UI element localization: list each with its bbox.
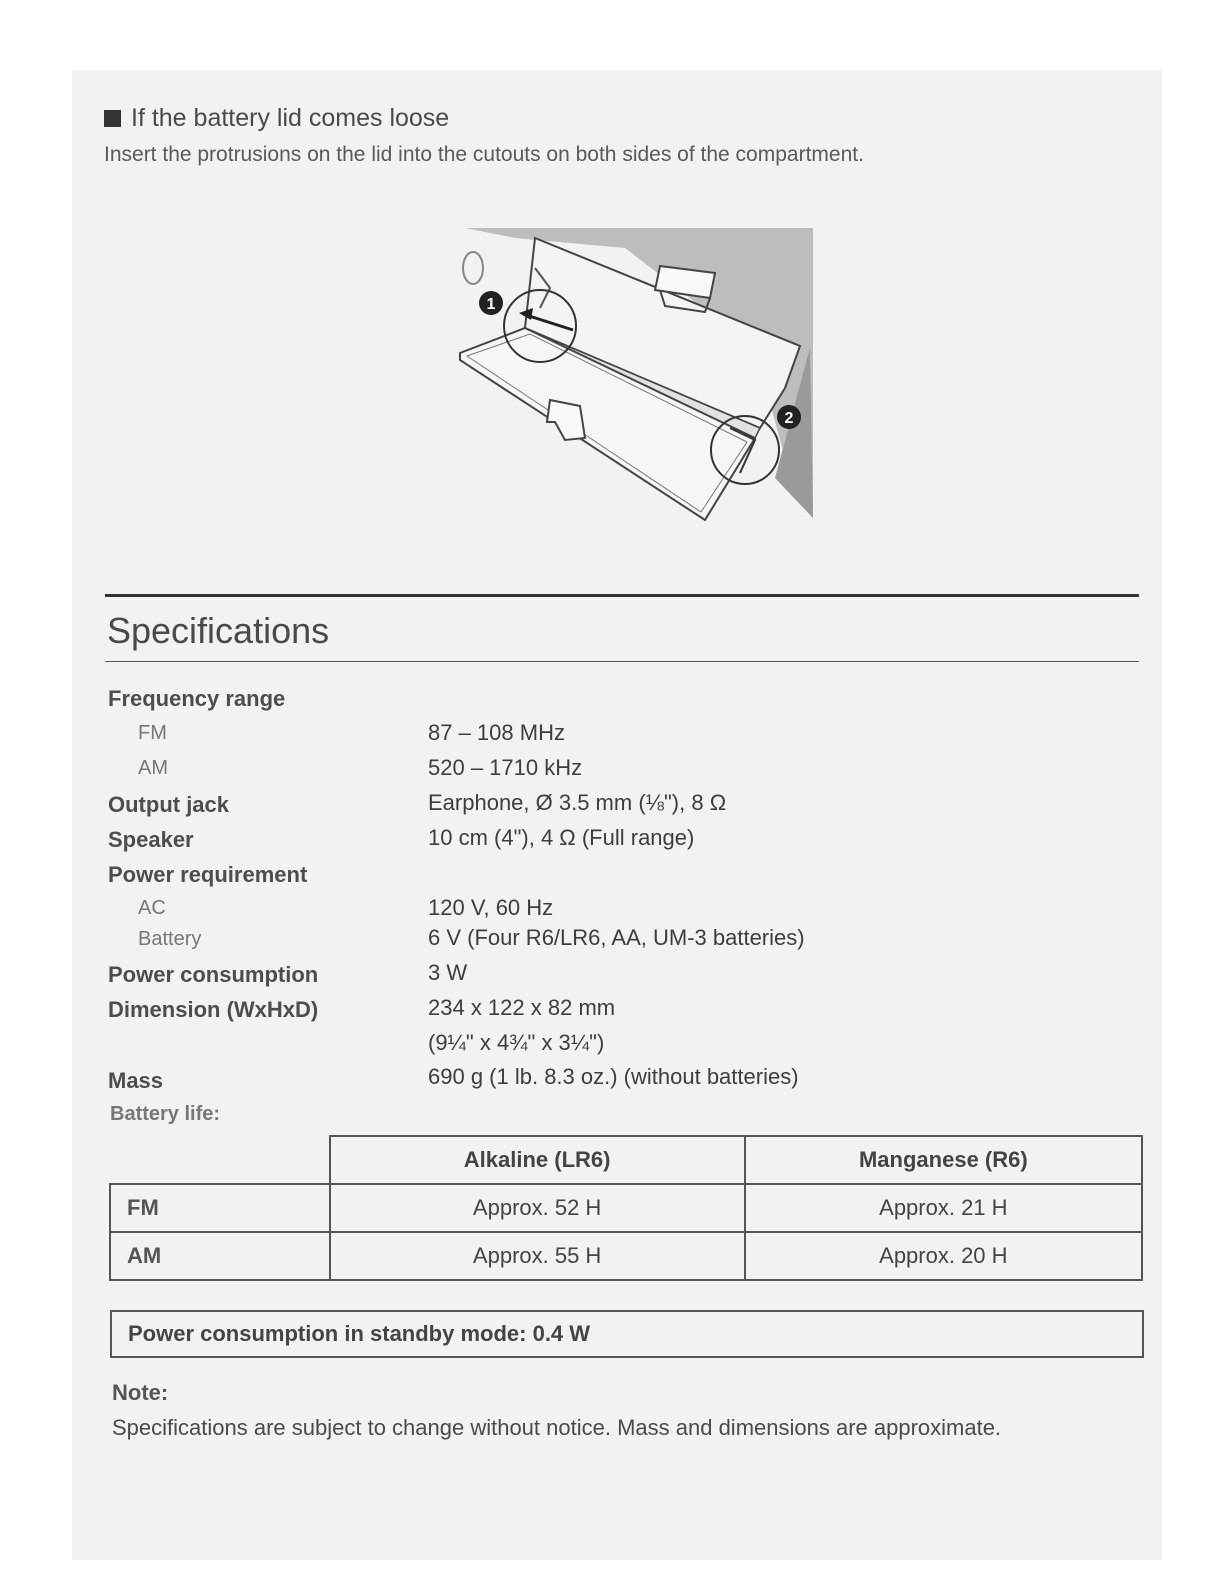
table-row-label-am: AM — [110, 1232, 330, 1280]
spec-label-battery: Battery — [138, 928, 202, 950]
spec-label-battery-life: Battery life: — [110, 1103, 221, 1125]
spec-value-fm: 87 – 108 MHz — [428, 720, 565, 745]
standby-power-box: Power consumption in standby mode: 0.4 W — [110, 1310, 1144, 1358]
spec-value-battery: 6 V (Four R6/LR6, AA, UM-3 batteries) — [428, 925, 805, 950]
table-header-manganese: Manganese (R6) — [745, 1136, 1142, 1184]
spec-label-ac: AC — [138, 897, 166, 919]
battery-lid-heading-text: If the battery lid comes loose — [131, 104, 450, 132]
spec-label-mass: Mass — [108, 1068, 164, 1093]
spec-label-speaker: Speaker — [108, 827, 194, 852]
table-row — [110, 1184, 1142, 1232]
section-divider-bottom — [105, 661, 1139, 662]
spec-label-dimension: Dimension (WxHxD) — [108, 997, 319, 1022]
table-header-alkaline: Alkaline (LR6) — [330, 1136, 745, 1184]
table-cell: Approx. 20 H — [745, 1232, 1142, 1280]
specifications-title: Specifications — [107, 610, 330, 651]
spec-value-am: 520 – 1710 kHz — [428, 755, 583, 780]
table-cell: Approx. 21 H — [745, 1184, 1142, 1232]
spec-value-output-jack: Earphone, Ø 3.5 mm (⅛"), 8 Ω — [428, 790, 727, 815]
spec-label-power-requirement: Power requirement — [108, 862, 308, 887]
spec-label-fm: FM — [138, 722, 167, 744]
table-cell: Approx. 52 H — [330, 1184, 745, 1232]
note-heading: Note: — [112, 1380, 169, 1405]
marker-1-label: 1 — [486, 296, 496, 313]
square-bullet-icon — [104, 110, 121, 127]
spec-value-mass: 690 g (1 lb. 8.3 oz.) (without batteries) — [428, 1064, 799, 1089]
table-header-empty — [110, 1136, 330, 1184]
spec-label-frequency-range: Frequency range — [108, 686, 286, 711]
battery-life-table — [109, 1135, 1143, 1281]
section-divider-top — [105, 594, 1139, 597]
spec-value-ac: 120 V, 60 Hz — [428, 895, 554, 920]
spec-label-output-jack: Output jack — [108, 792, 230, 817]
table-header-row — [110, 1136, 1142, 1184]
spec-label-power-consumption: Power consumption — [108, 962, 319, 987]
table-row-label-fm: FM — [110, 1184, 330, 1232]
spec-value-speaker: 10 cm (4"), 4 Ω (Full range) — [428, 825, 695, 850]
battery-lid-diagram — [455, 228, 813, 524]
table-row — [110, 1232, 1142, 1280]
battery-lid-illustration — [455, 228, 813, 524]
spec-value-dimension-mm: 234 x 122 x 82 mm — [428, 995, 616, 1020]
marker-2-label: 2 — [784, 410, 794, 427]
note-text: Specifications are subject to change without notice. Mass and dimensions are approximate. — [112, 1415, 1002, 1440]
spec-value-power-consumption: 3 W — [428, 960, 468, 985]
battery-lid-instruction: Insert the protrusions on the lid into the cutouts on both sides of the compartment. — [104, 143, 864, 166]
spec-label-am: AM — [138, 757, 168, 779]
table-cell: Approx. 55 H — [330, 1232, 745, 1280]
battery-lid-heading — [104, 104, 449, 133]
spec-value-dimension-inch: (9¼" x 4¾" x 3¼") — [428, 1030, 605, 1055]
